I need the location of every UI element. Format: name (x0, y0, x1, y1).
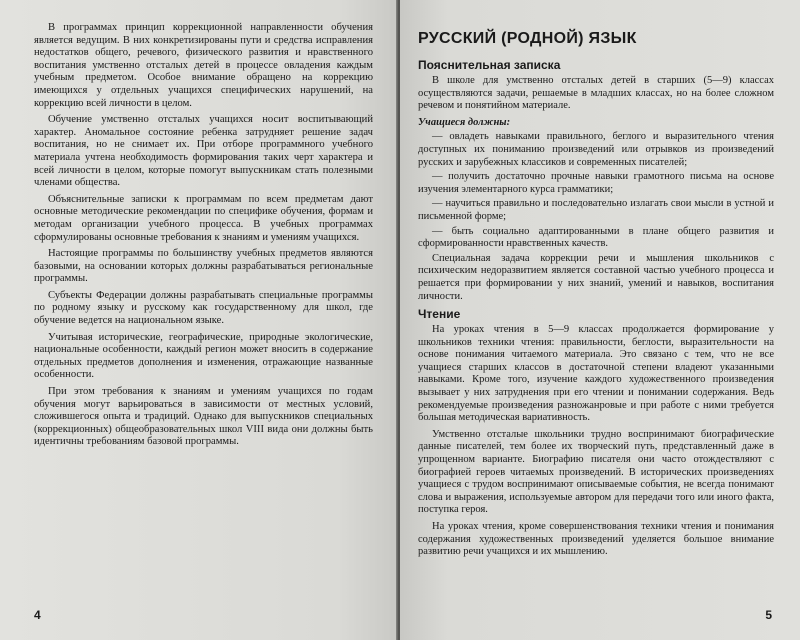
list-item (418, 226, 774, 251)
left-paragraph-6: Учитывая исторические, географические, природные экологические, национальные особенности, каждый регион может вносить в содержание отдельных предметов дополнения и изменения, отражающие названные особенности. (34, 331, 373, 381)
left-paragraph-3: Объяснительные записки к программам по всем предметам дают основные методические рекомендации по специфике обучения, формам и методам организации учебного процесса. В учебных программах сформулированы основные требования к знаниям и умениям учащихся. (34, 193, 373, 243)
left-paragraph-4: Настоящие программы по большинству учебных предметов являются базовыми, на основании которых должны разрабатываться региональные программы. (34, 248, 373, 285)
list-item (418, 131, 774, 169)
page-number-left: 4 (34, 608, 41, 622)
section-heading-reading: Чтение (418, 307, 461, 322)
goals-lead: Учащиеся должны: (418, 116, 511, 128)
goal-item-2: — получить достаточно прочные навыки грамотного письма на основе изучения элементарного курса грамматики; (418, 171, 774, 195)
goal-item-4: — быть социально адаптированными в плане общего развития и сформированности нравственных качеств. (418, 225, 774, 250)
left-paragraph-2: Обучение умственно отсталых учащихся носит воспитывающий характер. Аномальное состояние ребенка затрудняет решение задач воспитания, но не снимает их. При отборе программного учебного материала учтена необходимость формирования таких черт характера и всей личности в целом, которые помогут выпускникам стать полезными членами общества. (34, 114, 373, 189)
goal-item-3: — научиться правильно и последовательно излагать свои мысли в устной и письменной форме; (418, 198, 774, 222)
intro-paragraph: В школе для умственно отсталых детей в старших (5—9) классах осуществляются задачи, решаемые в младших классах, но на более сложном речевом и понятийном материале. (418, 75, 774, 112)
section-heading-explanatory-note: Пояснительная записка (418, 58, 561, 72)
goal-item-1: — овладеть навыками правильного, беглого и выразительного чтения доступных их пониманию произведений или отрывков из произведений русских и зарубежных классиков и современных писателей; (418, 131, 774, 168)
reading-paragraph-1: На уроках чтения в 5—9 классах продолжается формирование у школьников техники чтения: правильности, беглости, выразительности на основе понимания читаемого материала. Это связано с тем, что не все учащиеся старших классов в достаточной степени владеют указанными навыками. Кроме того, изучение каждого художественного произведения вызывает у них затруднения при его чтении и понимании содержания. Ведь рекомендуемые произведения разножанровые и при работе с ними требуется большая методическая вариативность. (418, 324, 774, 424)
left-page (0, 0, 398, 640)
left-paragraph-7: При этом требования к знаниям и умениям учащихся по годам обучения могут варьироваться в зависимости от местных условий, сложившегося опыта и традиций. Однако для выпускников специальных (коррекционных) общеобразовательных школ VIII вида они должны быть идентичны требованиям базовой программы. (34, 386, 373, 448)
page-number-right: 5 (765, 608, 772, 622)
closing-paragraph: Специальная задача коррекции речи и мышления школьников с психическим недоразвитием является составной частью учебного процесса и решается при формировании у них знаний, умений и навыков, воспитания личности. (418, 252, 774, 302)
list-item (418, 171, 774, 196)
reading-paragraph-3: На уроках чтения, кроме совершенствования техники чтения и понимания содержания художественных произведений уделяется большое внимание развитию речи учащихся и их мышлению. (418, 521, 774, 558)
goals-list (418, 131, 774, 250)
chapter-title: РУССКИЙ (РОДНОЙ) ЯЗЫК (418, 30, 637, 47)
left-paragraph-5: Субъекты Федерации должны разрабатывать специальные программы по родному языку и русскому как государственному для школ, где обучение ведется на национальном языке. (34, 289, 373, 327)
right-page (400, 0, 800, 640)
list-item (418, 198, 774, 223)
left-paragraph-1: В программах принцип коррекционной направленности обучения является ведущим. В них конкретизированы пути и средства исправления недостатков общего, речевого, физического развития и нравственного воспитания умственно отсталых детей в процессе овладения каждым учебным предметом. Особое внимание обращено на коррекцию имеющихся у отдельных учащихся специфических нарушений, на коррекцию всей личности в целом. (34, 22, 373, 109)
reading-paragraph-2: Умственно отсталые школьники трудно воспринимают биографические данные писателей, тем более их творческий путь, представленный даже в упрощенном варианте. Биографию писателя они часто отождествляют с биографией героев читаемых произведений. В исторических произведениях учащиеся с трудом воспринимают описываемые события, не всегда понимают слова и выражения, используемые автором для передачи того или иного факта, поступка героя. (418, 428, 774, 516)
